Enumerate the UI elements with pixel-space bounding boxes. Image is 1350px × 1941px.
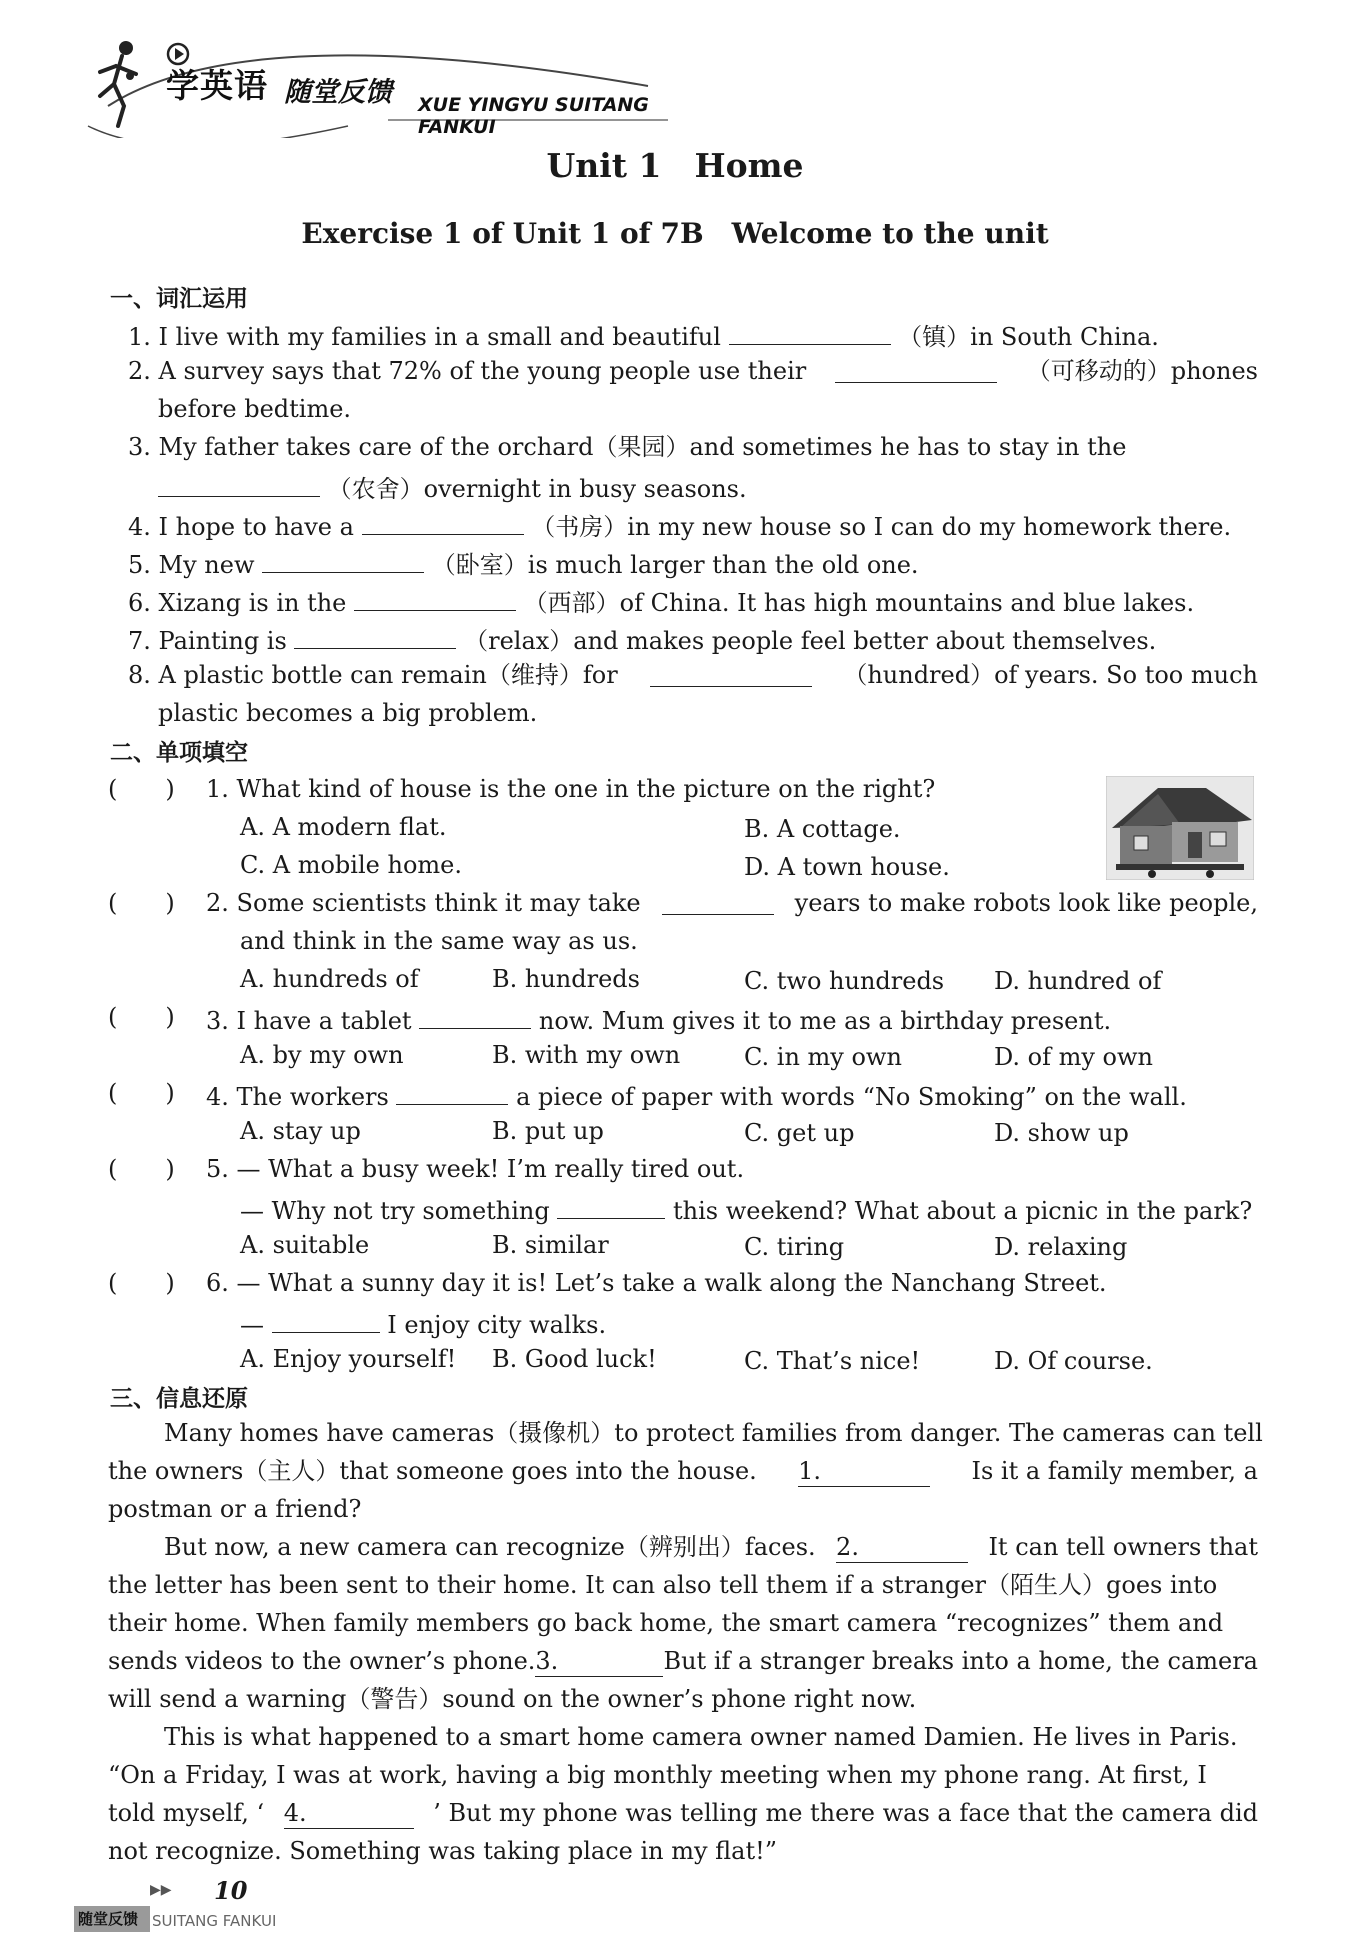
mc6-option-a: A. Enjoy yourself! — [240, 1345, 457, 1373]
answer-blank-8[interactable] — [650, 660, 812, 687]
book-header — [48, 26, 688, 138]
vocab-question-3: 3. My father takes care of the orchard（果园）and sometimes he has to stay in the — [128, 433, 1127, 461]
vocab-question-1: 1. I live with my families in a small and beautiful （镇）in South China. — [128, 318, 1159, 352]
mc-question-5-cont: — Why not try something this weekend? What about a picnic in the park? — [240, 1192, 1252, 1226]
mc5-option-a: A. suitable — [240, 1231, 370, 1259]
passage-p3-line1: This is what happened to a smart home camera owner named Damien. He lives in Paris. — [164, 1723, 1238, 1751]
mc4-option-d: D. show up — [994, 1119, 1129, 1147]
mc-question-5: 5. — What a busy week! I’m really tired out. — [206, 1155, 745, 1183]
passage-p2-line5: will send a warning（警告）sound on the owner’s phone right now. — [108, 1685, 917, 1713]
answer-blank-2[interactable] — [835, 356, 997, 383]
vocab-question-4: 4. I hope to have a （书房）in my new house so I can do my homework there. — [128, 508, 1231, 542]
unit-title: Unit 1 Home — [546, 146, 804, 185]
passage-p3-line4: not recognize. Something was taking place in my flat!” — [108, 1837, 778, 1865]
mc-question-2: 2. Some scientists think it may take years to make robots look like people, — [206, 889, 1258, 917]
mc4-option-b: B. put up — [492, 1117, 604, 1145]
vocab-question-6: 6. Xizang is in the （西部）of China. It has high mountains and blue lakes. — [128, 584, 1194, 618]
section-information-restore-title: 三、信息还原 — [110, 1386, 248, 1412]
vocab-question-8: 8. A plastic bottle can remain（维持）for （hundred）of years. So too much — [128, 661, 1258, 689]
mc-question-4: 4. The workers a piece of paper with words “No Smoking” on the wall. — [206, 1078, 1187, 1112]
passage-blank-1[interactable]: 1. — [798, 1456, 930, 1487]
passage-blank-4[interactable]: 4. — [284, 1798, 414, 1829]
answer-paren-4[interactable]: ( ) — [108, 1079, 175, 1107]
mc3-option-a: A. by my own — [240, 1041, 404, 1069]
mc1-option-b: B. A cottage. — [744, 815, 901, 843]
passage-p2-line1: But now, a new camera can recognize（辨别出）faces. 2. It can tell owners that — [164, 1533, 1258, 1561]
answer-blank-5[interactable] — [262, 546, 424, 573]
mc3-option-b: B. with my own — [492, 1041, 681, 1069]
mc1-option-d: D. A town house. — [744, 853, 950, 881]
page-number: 10 — [214, 1876, 248, 1905]
mc6-option-b: B. Good luck! — [492, 1345, 657, 1373]
mc-question-1: 1. What kind of house is the one in the picture on the right? — [206, 775, 936, 803]
mc2-option-a: A. hundreds of — [240, 965, 419, 993]
mc1-option-a: A. A modern flat. — [240, 813, 447, 841]
mc5-option-c: C. tiring — [744, 1233, 845, 1261]
exercise-title: Exercise 1 of Unit 1 of 7B Welcome to the unit — [301, 217, 1049, 250]
footer-label-cn: 随堂反馈 — [78, 1910, 139, 1928]
answer-paren-1[interactable]: ( ) — [108, 775, 175, 803]
passage-p2-line3: their home. When family members go back home, the smart camera “recognizes” them and — [108, 1609, 1224, 1637]
header-title-en: XUE YINGYU SUITANG FANKUI — [418, 94, 649, 138]
passage-p1-line2: the owners（主人）that someone goes into the house. 1. Is it a family member, a — [108, 1457, 1258, 1485]
answer-blank-4[interactable] — [362, 508, 524, 535]
passage-p2-line2: the letter has been sent to their home. It can also tell them if a stranger（陌生人）goes into — [108, 1571, 1218, 1599]
mc2-option-c: C. two hundreds — [744, 967, 945, 995]
mc6-option-c: C. That’s nice! — [744, 1347, 921, 1375]
header-subtitle-cn: 随堂反馈 — [284, 77, 392, 108]
answer-paren-3[interactable]: ( ) — [108, 1003, 175, 1031]
passage-p1-line1: Many homes have cameras（摄像机）to protect families from danger. The cameras can tell — [164, 1419, 1263, 1447]
mc5-option-d: D. relaxing — [994, 1233, 1128, 1261]
mc2-blank — [662, 888, 774, 915]
answer-paren-6[interactable]: ( ) — [108, 1269, 175, 1297]
mc5-blank — [557, 1192, 665, 1219]
section-multiple-choice-title: 二、单项填空 — [110, 740, 248, 766]
vocab-question-2: 2. A survey says that 72% of the young people use their （可移动的）phones — [128, 357, 1258, 385]
mc4-option-c: C. get up — [744, 1119, 855, 1147]
vocab-question-8-cont: plastic becomes a big problem. — [158, 699, 538, 727]
vocab-question-7: 7. Painting is （relax）and makes people feel better about themselves. — [128, 622, 1156, 656]
mc3-blank — [419, 1002, 531, 1029]
header-title-cn: 学英语 — [166, 66, 268, 105]
mc6-option-d: D. Of course. — [994, 1347, 1153, 1375]
vocab-question-2-cont: before bedtime. — [158, 395, 352, 423]
mc2-option-b: B. hundreds — [492, 965, 640, 993]
mc6-blank — [272, 1306, 380, 1333]
passage-blank-3[interactable]: 3. — [535, 1646, 663, 1677]
house-picture — [1106, 776, 1254, 880]
mc-question-6-cont: — I enjoy city walks. — [240, 1306, 606, 1340]
mc3-option-d: D. of my own — [994, 1043, 1153, 1071]
answer-paren-2[interactable]: ( ) — [108, 889, 175, 917]
mc-question-6: 6. — What a sunny day it is! Let’s take a walk along the Nanchang Street. — [206, 1269, 1107, 1297]
footer-arrow-icon: ▶▶ — [150, 1882, 172, 1898]
mc5-option-b: B. similar — [492, 1231, 609, 1259]
answer-blank-1[interactable] — [729, 318, 891, 345]
passage-blank-2[interactable]: 2. — [836, 1532, 968, 1563]
mc-question-2-cont: and think in the same way as us. — [240, 927, 638, 955]
mc1-option-c: C. A mobile home. — [240, 851, 462, 879]
mc3-option-c: C. in my own — [744, 1043, 902, 1071]
answer-blank-3[interactable] — [158, 470, 320, 497]
answer-blank-7[interactable] — [294, 622, 456, 649]
passage-p3-line2: “On a Friday, I was at work, having a big monthly meeting when my phone rang. At first, I — [108, 1761, 1207, 1789]
mc2-option-d: D. hundred of — [994, 967, 1162, 995]
answer-paren-5[interactable]: ( ) — [108, 1155, 175, 1183]
passage-p3-line3: told myself, ‘ 4. ’ But my phone was telling me there was a face that the camera did — [108, 1799, 1258, 1827]
footer-label-box — [74, 1906, 150, 1932]
mc4-blank — [396, 1078, 508, 1105]
footer-label-en: SUITANG FANKUI — [152, 1912, 277, 1930]
section-vocabulary-title: 一、词汇运用 — [110, 286, 248, 312]
vocab-question-5: 5. My new （卧室）is much larger than the old one. — [128, 546, 919, 580]
vocab-question-3-cont: （农舍）overnight in busy seasons. — [158, 470, 747, 504]
answer-blank-6[interactable] — [354, 584, 516, 611]
mc4-option-a: A. stay up — [240, 1117, 361, 1145]
passage-p2-line4: sends videos to the owner’s phone. 3. But if a stranger breaks into a home, the camera — [108, 1647, 1258, 1675]
passage-p1-line3: postman or a friend? — [108, 1495, 362, 1523]
mc-question-3: 3. I have a tablet now. Mum gives it to me as a birthday present. — [206, 1002, 1111, 1036]
